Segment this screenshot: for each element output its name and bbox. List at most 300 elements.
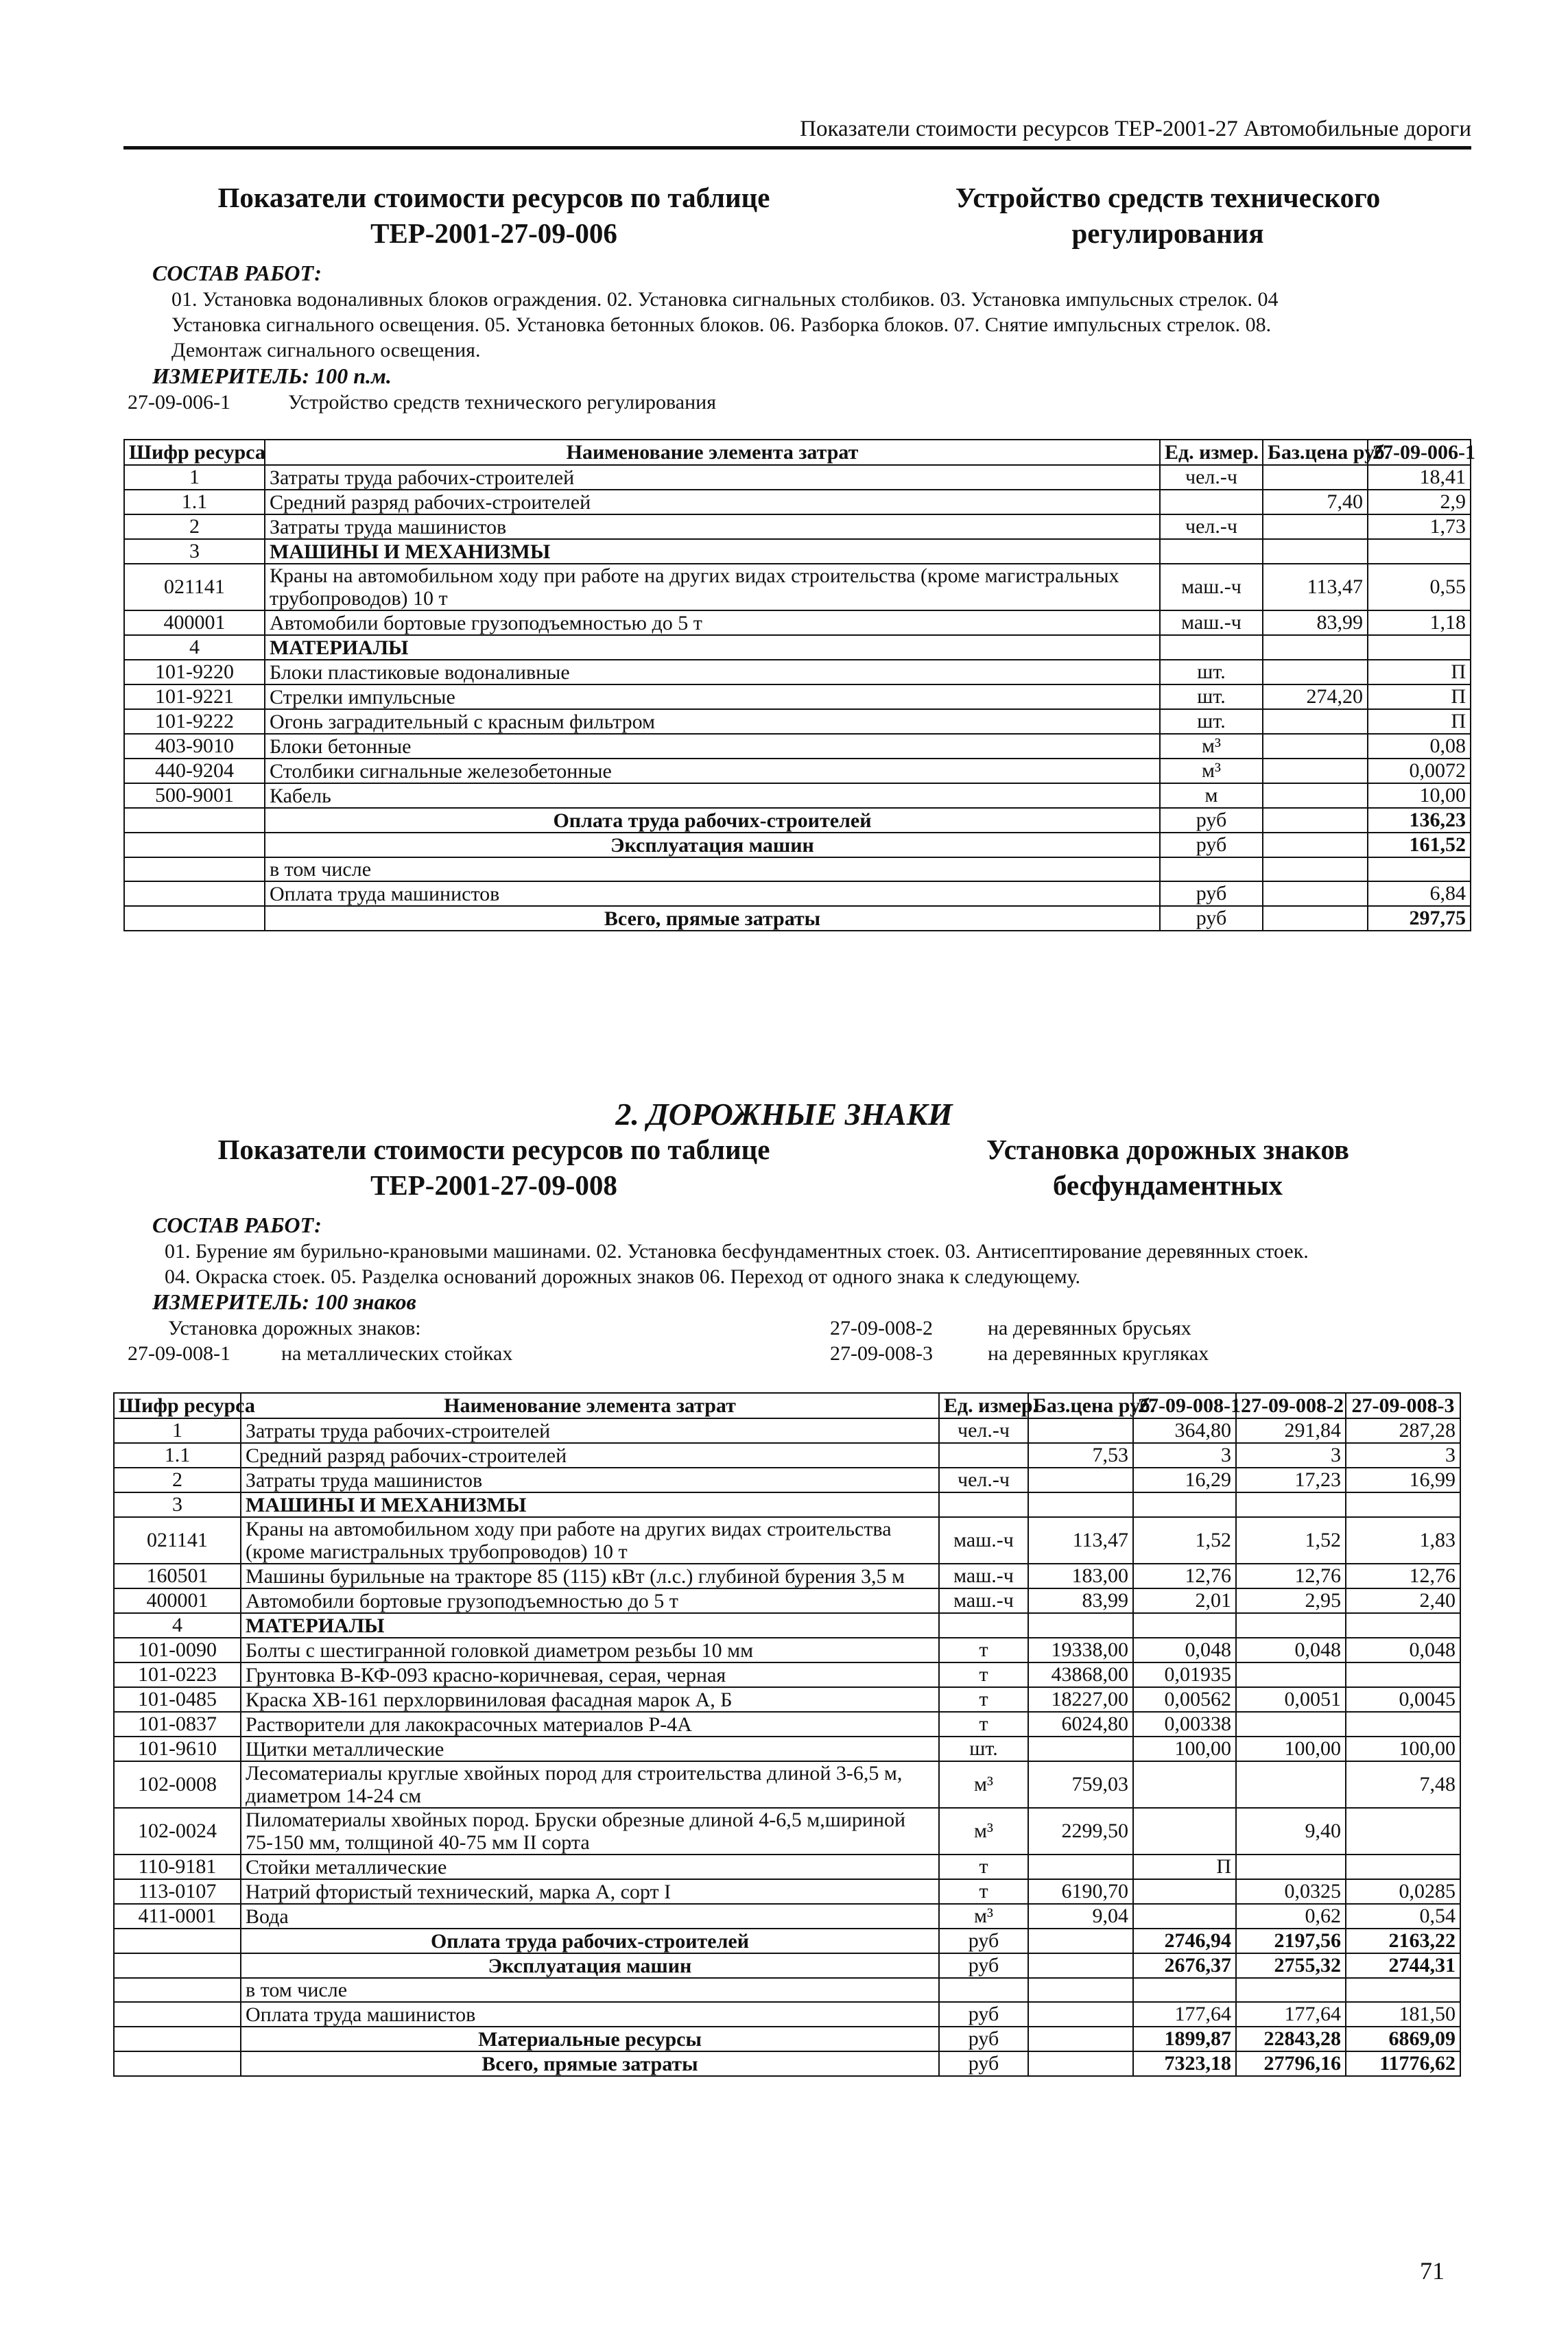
table-row xyxy=(124,808,1471,833)
table-cell: 0,0325 xyxy=(1236,1879,1346,1904)
table-cell xyxy=(114,1953,241,1978)
table1-code-desc: Устройство средств технического регулирования xyxy=(288,391,716,414)
table-cell: Эксплуатация машин xyxy=(265,833,1160,857)
table-cell xyxy=(124,833,265,857)
table-cell: шт. xyxy=(1160,684,1263,709)
table-cell: шт. xyxy=(939,1737,1028,1761)
table-cell xyxy=(124,906,265,931)
table-cell xyxy=(1160,635,1263,660)
table-cell: Вода xyxy=(241,1904,939,1929)
table-cell: т xyxy=(939,1662,1028,1687)
table-cell: 12,76 xyxy=(1346,1564,1460,1588)
table-cell xyxy=(1028,1613,1133,1638)
table-cell: 2,95 xyxy=(1236,1588,1346,1613)
table-cell: Средний разряд рабочих-строителей xyxy=(265,490,1160,514)
table-cell: 0,0051 xyxy=(1236,1687,1346,1712)
table-cell: 7,40 xyxy=(1263,490,1368,514)
table-cell: 113,47 xyxy=(1028,1517,1133,1564)
table-cell xyxy=(1028,1929,1133,1953)
table1-title-right: Устройство средств технического регулирования xyxy=(955,182,1381,249)
table-cell: 17,23 xyxy=(1236,1468,1346,1492)
table-cell xyxy=(1236,1662,1346,1687)
table2-header-cell: 27-09-008-1 xyxy=(1133,1393,1236,1418)
table2-header-cell: Наименование элемента затрат xyxy=(241,1393,939,1418)
table-cell: 3 xyxy=(1133,1443,1236,1468)
table-cell xyxy=(114,2027,241,2051)
table2-header-cell: Шифр ресурса xyxy=(114,1393,241,1418)
table2-izmeritel: ИЗМЕРИТЕЛЬ: 100 знаков xyxy=(152,1289,416,1314)
table-cell: 364,80 xyxy=(1133,1418,1236,1443)
table2-code-1-desc: на металлических стойках xyxy=(281,1342,513,1365)
table-cell: 6024,80 xyxy=(1028,1712,1133,1737)
table-cell xyxy=(1236,1761,1346,1808)
table-cell: Растворители для лакокрасочных материалов Р-4А xyxy=(241,1712,939,1737)
table-cell: чел.-ч xyxy=(939,1418,1028,1443)
table-cell: 7323,18 xyxy=(1133,2051,1236,2076)
table-cell: 101-9220 xyxy=(124,660,265,684)
table-cell: Оплата труда машинистов xyxy=(241,2002,939,2027)
table-cell xyxy=(1236,1978,1346,2002)
table-cell: 113,47 xyxy=(1263,564,1368,610)
table1-header-cell: Баз.цена руб. xyxy=(1263,440,1368,465)
table-cell xyxy=(939,1443,1028,1468)
table-cell: 274,20 xyxy=(1263,684,1368,709)
table-cell: 100,00 xyxy=(1236,1737,1346,1761)
table2-cost-table xyxy=(113,1392,1461,2077)
table-cell: Натрий фтористый технический, марка А, сорт I xyxy=(241,1879,939,1904)
table-cell: 100,00 xyxy=(1133,1737,1236,1761)
table-cell: 101-0090 xyxy=(114,1638,241,1662)
table-cell: МАТЕРИАЛЫ xyxy=(241,1613,939,1638)
table-cell: 1 xyxy=(124,465,265,490)
table-cell: 3 xyxy=(124,539,265,564)
table-cell: 6869,09 xyxy=(1346,2027,1460,2051)
table-cell: маш.-ч xyxy=(939,1588,1028,1613)
table-cell: 43868,00 xyxy=(1028,1662,1133,1687)
table-cell: маш.-ч xyxy=(939,1517,1028,1564)
table-cell: Краска ХВ-161 перхлорвиниловая фасадная марок А, Б xyxy=(241,1687,939,1712)
table-cell: руб xyxy=(939,2051,1028,2076)
table-cell: 1 xyxy=(114,1418,241,1443)
table-cell: 19338,00 xyxy=(1028,1638,1133,1662)
table2-header-cell: Баз.цена руб. xyxy=(1028,1393,1133,1418)
table-cell: Автомобили бортовые грузоподъемностью до 5 т xyxy=(241,1588,939,1613)
table-cell: руб xyxy=(939,1953,1028,1978)
table-cell xyxy=(124,808,265,833)
table-cell xyxy=(939,1492,1028,1517)
table-cell: Затраты труда рабочих-строителей xyxy=(241,1418,939,1443)
table-cell xyxy=(1346,1613,1460,1638)
table-cell: 2676,37 xyxy=(1133,1953,1236,1978)
table-cell: 101-0837 xyxy=(114,1712,241,1737)
table-row xyxy=(114,1564,1460,1588)
table-cell xyxy=(1133,1492,1236,1517)
table-cell: Оплата труда рабочих-строителей xyxy=(241,1929,939,1953)
table-cell xyxy=(1028,1492,1133,1517)
table-row xyxy=(114,1468,1460,1492)
table-cell: т xyxy=(939,1638,1028,1662)
table-cell xyxy=(1263,833,1368,857)
table-cell xyxy=(1028,1855,1133,1879)
table-cell: 0,00338 xyxy=(1133,1712,1236,1737)
table-cell xyxy=(1028,1418,1133,1443)
table-cell: 1.1 xyxy=(114,1443,241,1468)
table-cell: Затраты труда рабочих-строителей xyxy=(265,465,1160,490)
table-cell: 287,28 xyxy=(1346,1418,1460,1443)
table-cell: 411-0001 xyxy=(114,1904,241,1929)
table-cell: 297,75 xyxy=(1368,906,1471,931)
table-row xyxy=(124,709,1471,734)
table-cell: 83,99 xyxy=(1028,1588,1133,1613)
table-row xyxy=(114,1662,1460,1687)
table-cell xyxy=(1263,709,1368,734)
table-cell xyxy=(1236,1492,1346,1517)
table-cell: Машины бурильные на тракторе 85 (115) кВт (л.с.) глубиной бурения 3,5 м xyxy=(241,1564,939,1588)
table-cell: 101-0485 xyxy=(114,1687,241,1712)
table-cell: т xyxy=(939,1855,1028,1879)
table-cell: 759,03 xyxy=(1028,1761,1133,1808)
table-row xyxy=(124,539,1471,564)
table-cell: 27796,16 xyxy=(1236,2051,1346,2076)
table-cell: Огонь заградительный с красным фильтром xyxy=(265,709,1160,734)
table2-sostav-text: 01. Бурение ям бурильно-крановыми машинами. 02. Установка бесфундаментных стоек. 03. Антисептирование деревянных стоек. 04. Окраска стоек. 05. Разделка оснований дорожных знаков 06. Переход от одного знака к следующему. xyxy=(165,1240,1309,1288)
table1-sostav-label: СОСТАВ РАБОТ: xyxy=(152,261,322,285)
table-row xyxy=(114,1443,1460,1468)
table-cell: Стойки металлические xyxy=(241,1855,939,1879)
table2-sostav-label: СОСТАВ РАБОТ: xyxy=(152,1213,322,1237)
table-cell xyxy=(1263,759,1368,783)
table-cell xyxy=(1346,1855,1460,1879)
table-row xyxy=(114,1808,1460,1855)
table-row xyxy=(124,610,1471,635)
table-cell: маш.-ч xyxy=(1160,610,1263,635)
table2-code-1: 27-09-008-1 xyxy=(128,1342,230,1365)
table1-header-cell: 27-09-006-1 xyxy=(1368,440,1471,465)
table1-titles xyxy=(123,180,1471,251)
table-cell xyxy=(1346,1712,1460,1737)
table-cell: 2197,56 xyxy=(1236,1929,1346,1953)
table-cell xyxy=(114,1978,241,2002)
table-cell: 4 xyxy=(114,1613,241,1638)
table-cell: 0,00562 xyxy=(1133,1687,1236,1712)
table-cell: Оплата труда рабочих-строителей xyxy=(265,808,1160,833)
table-row xyxy=(124,759,1471,783)
table-cell: 021141 xyxy=(114,1517,241,1564)
table-cell: руб xyxy=(939,1929,1028,1953)
table-cell: 2299,50 xyxy=(1028,1808,1133,1855)
table-cell: чел.-ч xyxy=(1160,514,1263,539)
table-row xyxy=(114,1588,1460,1613)
table2-header-cell: Ед. измер. xyxy=(939,1393,1028,1418)
table-cell: П xyxy=(1368,709,1471,734)
table-cell: м³ xyxy=(1160,759,1263,783)
table-cell: 11776,62 xyxy=(1346,2051,1460,2076)
table-row xyxy=(124,660,1471,684)
table-cell: 100,00 xyxy=(1346,1737,1460,1761)
table-row xyxy=(114,1517,1460,1564)
table-cell xyxy=(1236,1613,1346,1638)
table1-header-cell: Шифр ресурса xyxy=(124,440,265,465)
table-cell: П xyxy=(1133,1855,1236,1879)
table-cell xyxy=(1133,1904,1236,1929)
table1-header-cell: Наименование элемента затрат xyxy=(265,440,1160,465)
table-cell: Всего, прямые затраты xyxy=(241,2051,939,2076)
table1-izmeritel: ИЗМЕРИТЕЛЬ: 100 п.м. xyxy=(152,363,392,388)
table-cell xyxy=(1346,1808,1460,1855)
table-cell xyxy=(1028,2002,1133,2027)
table-cell: 440-9204 xyxy=(124,759,265,783)
table-cell: 10,00 xyxy=(1368,783,1471,808)
table-cell: м³ xyxy=(939,1904,1028,1929)
table-cell: руб xyxy=(1160,881,1263,906)
table-cell: руб xyxy=(939,2027,1028,2051)
table-cell xyxy=(1133,1879,1236,1904)
table-cell: Щитки металлические xyxy=(241,1737,939,1761)
table-cell: 2746,94 xyxy=(1133,1929,1236,1953)
table-cell: в том числе xyxy=(265,857,1160,881)
table-cell: П xyxy=(1368,684,1471,709)
table-cell xyxy=(1263,465,1368,490)
table-cell: Кабель xyxy=(265,783,1160,808)
table-row xyxy=(114,1855,1460,1879)
table-cell: чел.-ч xyxy=(1160,465,1263,490)
table-cell xyxy=(1133,1613,1236,1638)
table-cell xyxy=(1368,857,1471,881)
table2-title-right: Установка дорожных знаков бесфундаментных xyxy=(986,1134,1349,1201)
table-cell: 3 xyxy=(1236,1443,1346,1468)
table-row xyxy=(114,1904,1460,1929)
table-row xyxy=(114,2051,1460,2076)
table-cell xyxy=(1028,2027,1133,2051)
table-cell: Краны на автомобильном ходу при работе на других видах строительства (кроме магистральных трубопроводов) 10 т xyxy=(241,1517,939,1564)
table-cell: Пиломатериалы хвойных пород. Бруски обрезные длиной 4-6,5 м,шириной 75-150 мм, толщиной 40-75 мм II сорта xyxy=(241,1808,939,1855)
table-cell: 2 xyxy=(124,514,265,539)
table-cell xyxy=(1263,783,1368,808)
table-cell: 2,9 xyxy=(1368,490,1471,514)
table-cell: 18,41 xyxy=(1368,465,1471,490)
table-cell: Блоки бетонные xyxy=(265,734,1160,759)
table-cell: руб xyxy=(939,2002,1028,2027)
section-title: 2. ДОРОЖНЫЕ ЗНАКИ xyxy=(615,1097,953,1132)
table-cell: 0,01935 xyxy=(1133,1662,1236,1687)
table-cell: 3 xyxy=(114,1492,241,1517)
table-cell: 12,76 xyxy=(1133,1564,1236,1588)
table-cell xyxy=(1263,539,1368,564)
table-cell xyxy=(1368,635,1471,660)
table-cell: 183,00 xyxy=(1028,1564,1133,1588)
table-cell: 2,01 xyxy=(1133,1588,1236,1613)
table-cell: 7,53 xyxy=(1028,1443,1133,1468)
table-cell: 0,0285 xyxy=(1346,1879,1460,1904)
table-row xyxy=(124,783,1471,808)
table-cell: 6190,70 xyxy=(1028,1879,1133,1904)
table-cell: 16,29 xyxy=(1133,1468,1236,1492)
table-cell xyxy=(939,1613,1028,1638)
table-cell xyxy=(1160,857,1263,881)
table-row xyxy=(114,2027,1460,2051)
table-cell: 102-0024 xyxy=(114,1808,241,1855)
table-cell: 177,64 xyxy=(1133,2002,1236,2027)
table-row xyxy=(124,684,1471,709)
table-cell: Эксплуатация машин xyxy=(241,1953,939,1978)
table2-header-cell: 27-09-008-2 xyxy=(1236,1393,1346,1418)
table-cell: 400001 xyxy=(124,610,265,635)
table-cell xyxy=(1346,1978,1460,2002)
table-cell: 110-9181 xyxy=(114,1855,241,1879)
table2-header-row xyxy=(114,1393,1460,1418)
table-cell: 0,048 xyxy=(1346,1638,1460,1662)
table-cell xyxy=(1160,539,1263,564)
table-cell: 2 xyxy=(114,1468,241,1492)
table-cell: 2,40 xyxy=(1346,1588,1460,1613)
table-cell: 9,04 xyxy=(1028,1904,1133,1929)
table-cell xyxy=(1028,1953,1133,1978)
table-cell: 400001 xyxy=(114,1588,241,1613)
table-cell xyxy=(1133,1808,1236,1855)
table-cell xyxy=(1236,1855,1346,1879)
table-row xyxy=(124,734,1471,759)
table-cell: 021141 xyxy=(124,564,265,610)
table-cell: 22843,28 xyxy=(1236,2027,1346,2051)
table-cell: Столбики сигнальные железобетонные xyxy=(265,759,1160,783)
table-cell xyxy=(124,881,265,906)
table-cell xyxy=(124,857,265,881)
table-cell xyxy=(1236,1712,1346,1737)
table-cell: Краны на автомобильном ходу при работе на других видах строительства (кроме магистральных трубопроводов) 10 т xyxy=(265,564,1160,610)
table-row xyxy=(114,2002,1460,2027)
table-cell: 113-0107 xyxy=(114,1879,241,1904)
table-cell: 101-9222 xyxy=(124,709,265,734)
table-row xyxy=(114,1929,1460,1953)
table-cell: Лесоматериалы круглые хвойных пород для строительства длиной 3-6,5 м, диаметром 14-24 см xyxy=(241,1761,939,1808)
table-cell xyxy=(1368,539,1471,564)
table-cell xyxy=(1263,514,1368,539)
table-row xyxy=(114,1737,1460,1761)
table-cell: Грунтовка В-КФ-093 красно-коричневая, серая, черная xyxy=(241,1662,939,1687)
table-cell: 136,23 xyxy=(1368,808,1471,833)
table-cell: 291,84 xyxy=(1236,1418,1346,1443)
table-cell xyxy=(1133,1978,1236,2002)
table2-intro: Установка дорожных знаков: xyxy=(168,1317,421,1339)
table1-cost-table xyxy=(123,439,1475,931)
table1-title-left: Показатели стоимости ресурсов по таблице ТЕР-2001-27-09-006 xyxy=(217,182,770,249)
table-cell xyxy=(1346,1662,1460,1687)
table-cell xyxy=(1263,881,1368,906)
table-row xyxy=(114,1879,1460,1904)
table-cell xyxy=(939,1978,1028,2002)
table-cell xyxy=(114,2002,241,2027)
table-cell xyxy=(1160,490,1263,514)
table-cell: т xyxy=(939,1687,1028,1712)
table2-code-3: 27-09-008-3 xyxy=(830,1342,933,1365)
table-cell xyxy=(1263,660,1368,684)
table-cell: 160501 xyxy=(114,1564,241,1588)
table-row xyxy=(124,906,1471,931)
table-cell: 1,83 xyxy=(1346,1517,1460,1564)
table-cell: 0,0072 xyxy=(1368,759,1471,783)
table-cell: руб xyxy=(1160,906,1263,931)
table-cell: 9,40 xyxy=(1236,1808,1346,1855)
table-cell: руб xyxy=(1160,808,1263,833)
table-row xyxy=(114,1712,1460,1737)
table-cell: м xyxy=(1160,783,1263,808)
table-cell: м³ xyxy=(1160,734,1263,759)
table-cell xyxy=(1028,1737,1133,1761)
table-cell: Материальные ресурсы xyxy=(241,2027,939,2051)
table-cell: чел.-ч xyxy=(939,1468,1028,1492)
table1-sostav-text: 01. Установка водоналивных блоков ограждения. 02. Установка сигнальных столбиков. 03. Установка импульсных стрелок. 04 Установка сигнального освещения. 05. Установка бетонных блоков. 06. Разборка блоков. 07. Снятие импульсных стрелок. 08. Демонтаж сигнального освещения. xyxy=(171,288,1279,361)
table-row xyxy=(114,1687,1460,1712)
table-cell: м³ xyxy=(939,1808,1028,1855)
table-cell: маш.-ч xyxy=(939,1564,1028,1588)
table-cell: 181,50 xyxy=(1346,2002,1460,2027)
table-row xyxy=(114,1613,1460,1638)
table-row xyxy=(124,514,1471,539)
page-number: 71 xyxy=(1420,2257,1445,2285)
table-cell: 0,048 xyxy=(1236,1638,1346,1662)
table-cell: 0,08 xyxy=(1368,734,1471,759)
table-cell: шт. xyxy=(1160,709,1263,734)
table1-code: 27-09-006-1 xyxy=(128,391,230,414)
table-cell: 1,18 xyxy=(1368,610,1471,635)
table-cell xyxy=(1263,906,1368,931)
table-cell: Автомобили бортовые грузоподъемностью до 5 т xyxy=(265,610,1160,635)
table-cell: Оплата труда машинистов xyxy=(265,881,1160,906)
table2-code-2: 27-09-008-2 xyxy=(830,1317,933,1339)
table-row xyxy=(114,1418,1460,1443)
table2-title-left: Показатели стоимости ресурсов по таблице ТЕР-2001-27-09-008 xyxy=(217,1134,770,1201)
table-cell: 0,048 xyxy=(1133,1638,1236,1662)
table-cell xyxy=(1346,1492,1460,1517)
table-cell: 2744,31 xyxy=(1346,1953,1460,1978)
table2-header-cell: 27-09-008-3 xyxy=(1346,1393,1460,1418)
table-cell: 0,62 xyxy=(1236,1904,1346,1929)
table-cell: м³ xyxy=(939,1761,1028,1808)
table-cell: П xyxy=(1368,660,1471,684)
table-cell: Блоки пластиковые водоналивные xyxy=(265,660,1160,684)
table-row xyxy=(114,1761,1460,1808)
table-cell: 500-9001 xyxy=(124,783,265,808)
table-cell xyxy=(1263,808,1368,833)
table-cell: 18227,00 xyxy=(1028,1687,1133,1712)
table-cell: 0,55 xyxy=(1368,564,1471,610)
table-cell xyxy=(114,2051,241,2076)
table-cell: 16,99 xyxy=(1346,1468,1460,1492)
table-row xyxy=(124,635,1471,660)
table-cell: маш.-ч xyxy=(1160,564,1263,610)
table-cell: Средний разряд рабочих-строителей xyxy=(241,1443,939,1468)
table-row xyxy=(114,1492,1460,1517)
table1-header-row xyxy=(124,440,1471,465)
table-cell: 102-0008 xyxy=(114,1761,241,1808)
table-cell: 161,52 xyxy=(1368,833,1471,857)
table-cell: шт. xyxy=(1160,660,1263,684)
table-cell: 2163,22 xyxy=(1346,1929,1460,1953)
table-cell: 101-9610 xyxy=(114,1737,241,1761)
table-row xyxy=(114,1638,1460,1662)
table-cell: 101-9221 xyxy=(124,684,265,709)
table-cell xyxy=(1133,1761,1236,1808)
table-cell xyxy=(1263,635,1368,660)
table-row xyxy=(124,833,1471,857)
table-cell: МАШИНЫ И МЕХАНИЗМЫ xyxy=(265,539,1160,564)
table-row xyxy=(124,490,1471,514)
table-cell xyxy=(114,1929,241,1953)
table-cell: в том числе xyxy=(241,1978,939,2002)
table-cell: 6,84 xyxy=(1368,881,1471,906)
table1-header-cell: Ед. измер. xyxy=(1160,440,1263,465)
table-row xyxy=(124,564,1471,610)
